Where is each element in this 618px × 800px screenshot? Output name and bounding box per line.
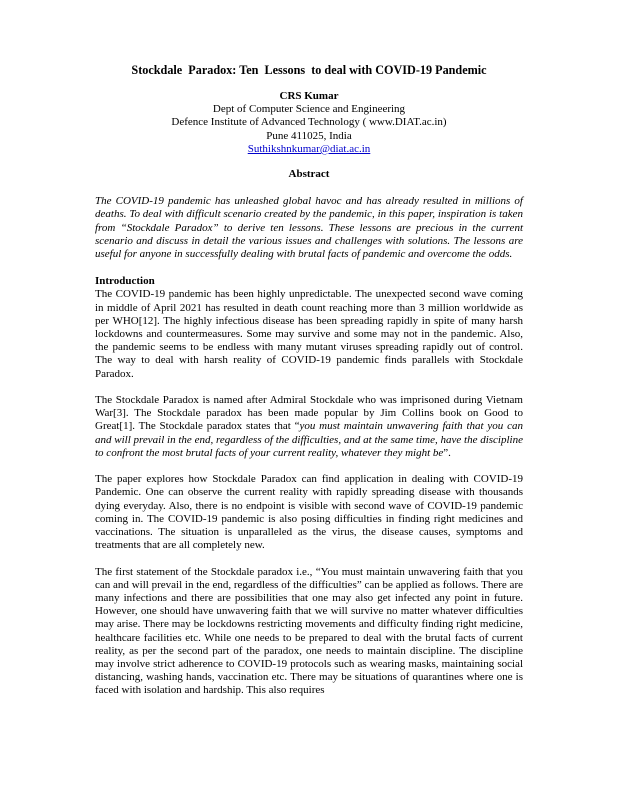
paper-title: Stockdale Paradox: Ten Lessons to deal with COVID-19 Pandemic (131, 63, 487, 77)
stockdale-paragraph-lead: The Stockdale Paradox is named after Admiral Stockdale who was imprisoned during Vietnam War[3]. The Stockdale paradox has been made popular by Jim Collins book on Good to Great[1]. The Stockdale paradox states that “ (95, 394, 523, 433)
author-email-link[interactable]: Suthikshnkumar@diat.ac.in (247, 142, 371, 155)
author-institute: Defence Institute of Advanced Technology ( www.DIAT.ac.in) (171, 116, 447, 129)
stockdale-quote: you must maintain unwavering faith that you can and will prevail in the end, regardless of the difficulties, and at the same time, have the discipline to confront the most brutal facts of your current reality, whatever they might be (95, 420, 523, 459)
introduction-heading: Introduction (95, 275, 155, 288)
author-email-line (95, 143, 523, 156)
application-paragraph: The paper explores how Stockdale Paradox can find application in dealing with COVID-19 Pandemic. One can observe the current reality with rapidly spreading disease with thousands dying everyday. Also, there is no endpoint is visible with second wave of COVID-19 pandemic coming in. The COVID-19 pandemic is also posing difficulties in finding right medicines and vaccinations. The situation is unparalleled as the virus, the disease causes, symptoms and treatments that are all completely new. (95, 473, 523, 552)
abstract-text: The COVID-19 pandemic has unleashed global havoc and has already resulted in millions of deaths. To deal with difficult scenario created by the pandemic, in this paper, inspiration is taken from “Stockdale Paradox” to derive ten lessons. These lessons are precious in the current scenario and discuss in detail the various issues and challenges with solutions. The lessons are useful for anyone in successfully dealing with brutal facts of pandemic and overcome the odds. (95, 195, 523, 261)
author-department: Dept of Computer Science and Engineering (212, 103, 406, 116)
intro-paragraph: The COVID-19 pandemic has been highly unpredictable. The unexpected second wave coming in middle of April 2021 has resulted in death count reaching more than 3 million worldwide as per WHO[12]. The highly infectious disease has been spreading rapidly in spite of many harsh lockdowns and countermeasures. Some may survive and some may not in the pandemic. Also, the pandemic seems to be endless with many mutant viruses spreading rapidly out of control. The way to deal with harsh reality of COVID-19 pandemic finds parallels with Stockdale Paradox. (95, 288, 523, 380)
stockdale-paragraph-tail: ”. (443, 446, 451, 459)
author-name: CRS Kumar (279, 90, 339, 102)
abstract-heading: Abstract (288, 168, 330, 181)
author-address: Pune 411025, India (266, 129, 352, 142)
author-block (95, 90, 523, 156)
first-statement-paragraph: The first statement of the Stockdale paradox i.e., “You must maintain unwavering faith that you can and will prevail in the end, regardless of the difficulties” can be applied as follows. There are many infections and there are possibilities that one may also get infected any point in future. However, one should have unwavering faith that we will survive no matter whatever difficulties may arise. There may be lockdowns restricting movements and difficulty finding right medicine, healthcare facilities etc. While one needs to be prepared to deal with the brutal facts of current reality, as per the second part of the paradox, one needs to maintain discipline. The discipline may involve strict adherence to COVID-19 protocols such as wearing masks, maintaining social distancing, washing hands, vaccination etc. There may be situations of quarantines where one is faced with isolation and hardship. This also requires (95, 565, 523, 697)
stockdale-paradox-paragraph (95, 394, 523, 460)
